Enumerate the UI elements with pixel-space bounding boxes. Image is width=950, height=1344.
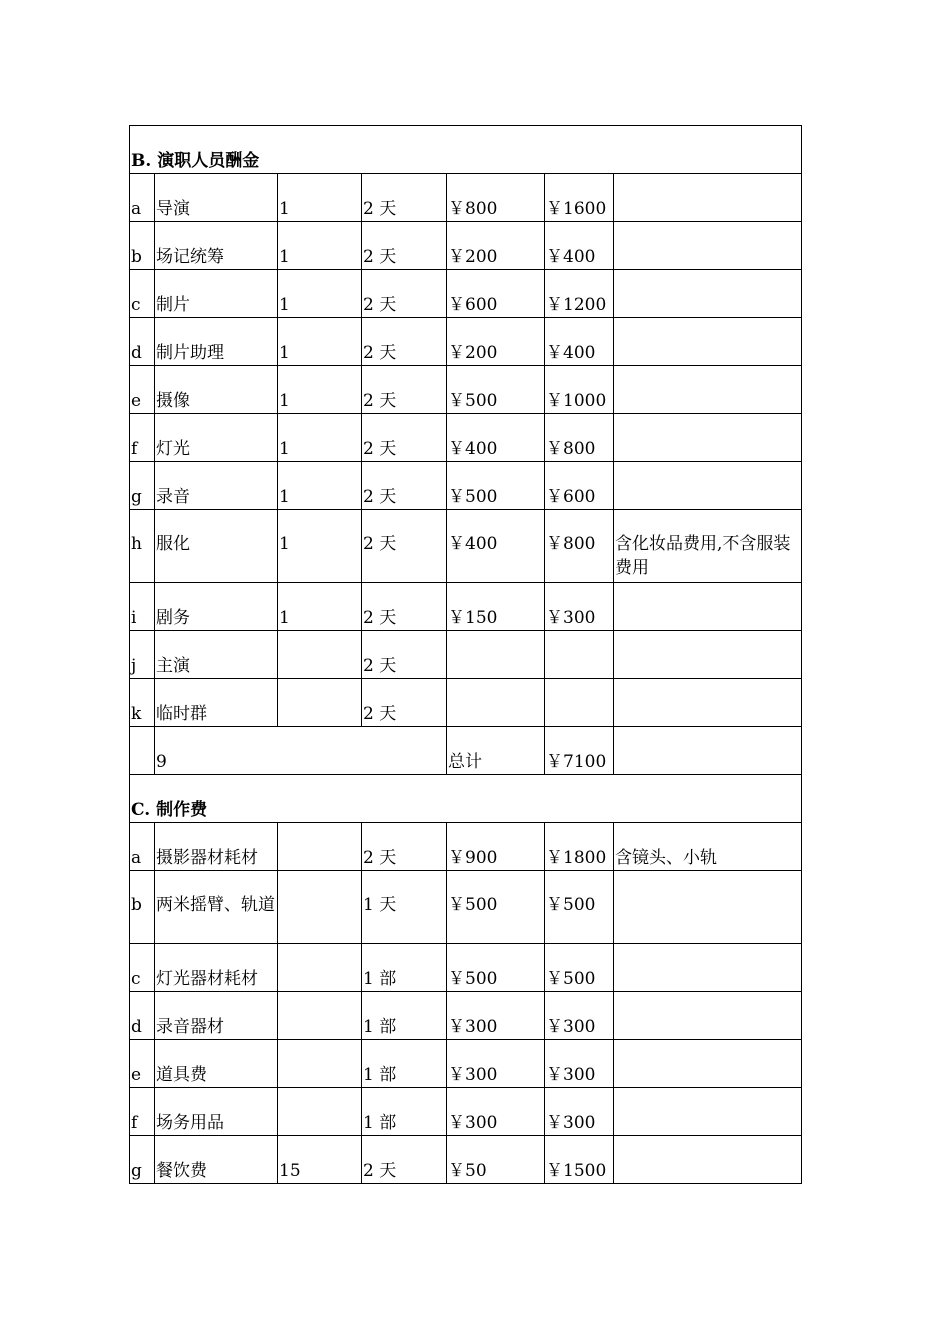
row-qty: 1 <box>278 414 362 462</box>
row-note <box>614 174 802 222</box>
table-row <box>130 510 802 583</box>
row-price: ￥400 <box>447 414 545 462</box>
summary-row <box>130 727 802 775</box>
row-code: h <box>130 510 155 583</box>
row-price <box>447 679 545 727</box>
row-qty: 1 <box>278 174 362 222</box>
row-note <box>614 1088 802 1136</box>
row-qty <box>278 871 362 944</box>
row-code: d <box>130 992 155 1040</box>
row-code: k <box>130 679 155 727</box>
row-total <box>545 631 614 679</box>
row-total: ￥1000 <box>545 366 614 414</box>
row-total: ￥500 <box>545 871 614 944</box>
section-header-row <box>130 126 802 174</box>
row-qty <box>278 944 362 992</box>
row-total: ￥300 <box>545 1040 614 1088</box>
row-unit: 1 部 <box>362 1040 447 1088</box>
row-note <box>614 318 802 366</box>
budget-table <box>129 125 802 1184</box>
table-row <box>130 414 802 462</box>
row-note <box>614 944 802 992</box>
row-total: ￥1500 <box>545 1136 614 1184</box>
table-row <box>130 992 802 1040</box>
row-price: ￥500 <box>447 462 545 510</box>
row-code: d <box>130 318 155 366</box>
section-header-row <box>130 775 802 823</box>
summary-code <box>130 727 155 775</box>
summary-count: 9 <box>155 727 447 775</box>
row-qty <box>278 679 362 727</box>
row-note <box>614 366 802 414</box>
table-row <box>130 318 802 366</box>
row-unit: 1 部 <box>362 1088 447 1136</box>
row-unit: 2 天 <box>362 1136 447 1184</box>
row-code: c <box>130 944 155 992</box>
table-row <box>130 222 802 270</box>
row-unit: 2 天 <box>362 462 447 510</box>
row-qty: 1 <box>278 270 362 318</box>
row-qty <box>278 1088 362 1136</box>
row-total: ￥1800 <box>545 823 614 871</box>
row-item: 录音器材 <box>155 992 278 1040</box>
row-code: g <box>130 1136 155 1184</box>
table-row <box>130 871 802 944</box>
row-item: 制片助理 <box>155 318 278 366</box>
row-total: ￥300 <box>545 1088 614 1136</box>
row-note: 含化妆品费用,不含服装费用 <box>614 510 802 583</box>
row-item: 导演 <box>155 174 278 222</box>
row-unit: 2 天 <box>362 222 447 270</box>
row-total <box>545 679 614 727</box>
row-unit: 2 天 <box>362 366 447 414</box>
row-note <box>614 871 802 944</box>
row-price: ￥200 <box>447 222 545 270</box>
row-total: ￥400 <box>545 222 614 270</box>
row-code: b <box>130 871 155 944</box>
row-qty: 15 <box>278 1136 362 1184</box>
table-row <box>130 1040 802 1088</box>
row-item: 场务用品 <box>155 1088 278 1136</box>
row-price: ￥300 <box>447 1088 545 1136</box>
row-unit: 2 天 <box>362 631 447 679</box>
row-code: i <box>130 583 155 631</box>
row-unit: 2 天 <box>362 414 447 462</box>
row-item: 制片 <box>155 270 278 318</box>
row-item: 主演 <box>155 631 278 679</box>
row-unit: 2 天 <box>362 679 447 727</box>
row-price: ￥500 <box>447 871 545 944</box>
row-code: b <box>130 222 155 270</box>
row-note <box>614 222 802 270</box>
row-note <box>614 1136 802 1184</box>
summary-label: 总计 <box>447 727 545 775</box>
row-qty: 1 <box>278 583 362 631</box>
row-price: ￥400 <box>447 510 545 583</box>
row-item: 临时群 <box>155 679 278 727</box>
row-code: j <box>130 631 155 679</box>
table-row <box>130 823 802 871</box>
row-note <box>614 583 802 631</box>
row-item: 道具费 <box>155 1040 278 1088</box>
row-code: a <box>130 174 155 222</box>
row-price: ￥150 <box>447 583 545 631</box>
table-row <box>130 1088 802 1136</box>
row-item: 剧务 <box>155 583 278 631</box>
row-item: 服化 <box>155 510 278 583</box>
summary-note <box>614 727 802 775</box>
row-unit: 1 部 <box>362 992 447 1040</box>
row-price: ￥800 <box>447 174 545 222</box>
row-code: f <box>130 414 155 462</box>
section-title: B. 演职人员酬金 <box>130 126 802 174</box>
row-code: e <box>130 1040 155 1088</box>
row-qty <box>278 631 362 679</box>
row-unit: 2 天 <box>362 510 447 583</box>
row-item: 录音 <box>155 462 278 510</box>
row-note <box>614 1040 802 1088</box>
table-row <box>130 174 802 222</box>
row-qty <box>278 823 362 871</box>
row-total: ￥300 <box>545 992 614 1040</box>
row-unit: 2 天 <box>362 823 447 871</box>
row-unit: 1 部 <box>362 944 447 992</box>
row-note <box>614 414 802 462</box>
row-total: ￥600 <box>545 462 614 510</box>
table-row <box>130 462 802 510</box>
row-price <box>447 631 545 679</box>
table-row <box>130 366 802 414</box>
row-note <box>614 631 802 679</box>
row-item: 摄像 <box>155 366 278 414</box>
row-unit: 2 天 <box>362 318 447 366</box>
row-qty <box>278 992 362 1040</box>
row-price: ￥500 <box>447 944 545 992</box>
table-row <box>130 270 802 318</box>
row-unit: 2 天 <box>362 174 447 222</box>
row-unit: 2 天 <box>362 270 447 318</box>
row-item: 灯光器材耗材 <box>155 944 278 992</box>
table-row <box>130 679 802 727</box>
table-row <box>130 1136 802 1184</box>
row-item: 场记统筹 <box>155 222 278 270</box>
row-price: ￥600 <box>447 270 545 318</box>
row-code: c <box>130 270 155 318</box>
row-qty: 1 <box>278 318 362 366</box>
row-total: ￥800 <box>545 414 614 462</box>
table-row <box>130 631 802 679</box>
section-title: C. 制作费 <box>130 775 802 823</box>
row-price: ￥500 <box>447 366 545 414</box>
row-price: ￥300 <box>447 992 545 1040</box>
row-total: ￥300 <box>545 583 614 631</box>
row-item: 两米摇臂、轨道 <box>155 871 278 944</box>
row-note <box>614 992 802 1040</box>
row-note <box>614 270 802 318</box>
table-row <box>130 583 802 631</box>
row-total: ￥1200 <box>545 270 614 318</box>
row-qty <box>278 1040 362 1088</box>
row-price: ￥900 <box>447 823 545 871</box>
row-total: ￥400 <box>545 318 614 366</box>
summary-total: ￥7100 <box>545 727 614 775</box>
row-qty: 1 <box>278 510 362 583</box>
row-code: a <box>130 823 155 871</box>
row-total: ￥800 <box>545 510 614 583</box>
row-note: 含镜头、小轨 <box>614 823 802 871</box>
table-row <box>130 944 802 992</box>
row-code: e <box>130 366 155 414</box>
row-qty: 1 <box>278 366 362 414</box>
row-price: ￥300 <box>447 1040 545 1088</box>
row-item: 灯光 <box>155 414 278 462</box>
row-total: ￥500 <box>545 944 614 992</box>
row-unit: 2 天 <box>362 583 447 631</box>
row-note <box>614 679 802 727</box>
row-note <box>614 462 802 510</box>
row-item: 摄影器材耗材 <box>155 823 278 871</box>
row-code: g <box>130 462 155 510</box>
row-item: 餐饮费 <box>155 1136 278 1184</box>
row-qty: 1 <box>278 222 362 270</box>
row-code: f <box>130 1088 155 1136</box>
row-price: ￥200 <box>447 318 545 366</box>
row-price: ￥50 <box>447 1136 545 1184</box>
row-unit: 1 天 <box>362 871 447 944</box>
row-qty: 1 <box>278 462 362 510</box>
row-total: ￥1600 <box>545 174 614 222</box>
